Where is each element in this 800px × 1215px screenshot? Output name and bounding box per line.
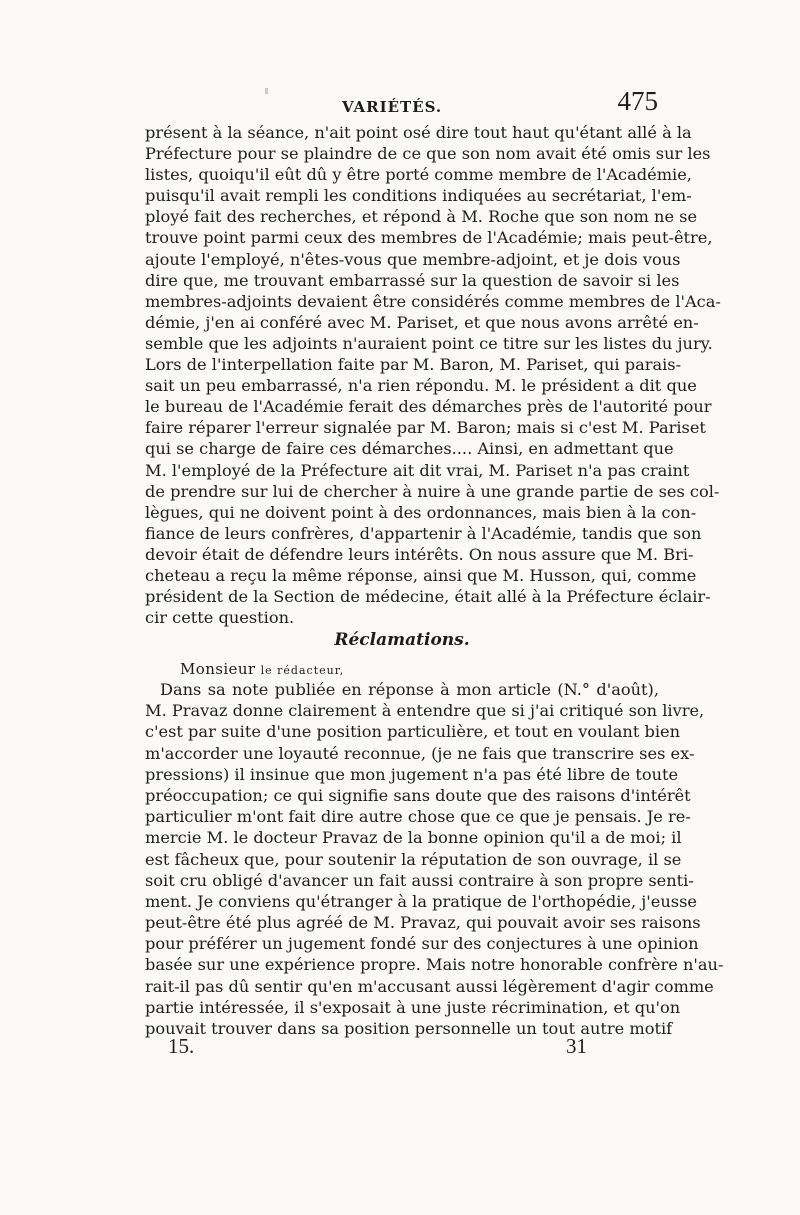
text-line: ployé fait des recherches, et répond à M. Roche que son nom ne se xyxy=(145,207,698,227)
text-line: pour préférer un jugement fondé sur des conjectures à une opinion xyxy=(145,934,699,954)
running-head: VARIÉTÉS. xyxy=(342,98,443,116)
text-line: particulier m'ont fait dire autre chose que ce que je pensais. Je re- xyxy=(145,807,691,827)
text-line: partie intéressée, il s'exposait à une juste récrimination, et qu'on xyxy=(145,997,681,1017)
letter-paragraph xyxy=(145,679,724,1039)
text-line: Lors de l'interpellation faite par M. Baron, M. Pariset, qui parais- xyxy=(145,355,682,375)
text-line: trouve point parmi ceux des membres de l'Académie; mais peut-être, xyxy=(145,228,713,248)
text-line: semble que les adjoints n'auraient point ce titre sur les listes du jury. xyxy=(145,333,713,353)
text-line: M. Pravaz donne clairement à entendre que si j'ai critiqué son livre, xyxy=(145,701,705,721)
text-line: dire que, me trouvant embarrassé sur la question de savoir si les xyxy=(145,270,680,290)
salutation xyxy=(180,660,344,678)
text-line: peut-être été plus agréé de M. Pravaz, qui pouvait avoir ses raisons xyxy=(145,913,701,933)
section-title: Réclamations. xyxy=(334,630,470,650)
text-line: de prendre sur lui de chercher à nuire à une grande partie de ses col- xyxy=(145,481,720,501)
text-line: mercie M. le docteur Pravaz de la bonne opinion qu'il a de moi; il xyxy=(145,828,682,848)
text-line: rait-il pas dû sentir qu'en m'accusant aussi légèrement d'agir comme xyxy=(145,976,714,996)
text-line: préoccupation; ce qui signifie sans doute que des raisons d'intérêt xyxy=(145,785,691,805)
text-line: m'accorder une loyauté reconnue, (je ne fais que transcrire ses ex- xyxy=(145,743,695,763)
page-number: 475 xyxy=(617,86,658,116)
text-line: cir cette question. xyxy=(145,608,295,628)
text-line: lègues, qui ne doivent point à des ordonnances, mais bien à la con- xyxy=(145,502,697,522)
text-line: présent à la séance, n'ait point osé dire tout haut qu'étant allé à la xyxy=(145,123,692,142)
text-line: listes, quoiqu'il eût dû y être porté comme membre de l'Académie, xyxy=(145,165,692,185)
text-line: cheteau a reçu la même réponse, ainsi que M. Husson, qui, comme xyxy=(145,565,697,585)
salutation-first: Monsieur xyxy=(180,660,256,678)
text-line: membres-adjoints devaient être considérés comme membres de l'Aca- xyxy=(145,291,721,311)
text-line: ment. Je conviens qu'étranger à la pratique de l'orthopédie, j'eusse xyxy=(145,891,697,911)
signature-mark: 15. xyxy=(168,1034,195,1058)
text-line: devoir était de défendre leurs intérêts. On nous assure que M. Bri- xyxy=(145,544,694,564)
text-line: démie, j'en ai conféré avec M. Pariset, et que nous avons arrêté en- xyxy=(145,312,699,332)
text-line: pouvait trouver dans sa position personnelle un tout autre motif xyxy=(145,1019,673,1038)
text-line: pressions) il insinue que mon jugement n'a pas été libre de toute xyxy=(145,764,679,784)
text-line: est fâcheux que, pour soutenir la réputation de son ouvrage, il se xyxy=(145,849,682,869)
text-line: fiance de leurs confrères, d'appartenir à l'Académie, tandis que son xyxy=(145,523,702,543)
text-line: qui se charge de faire ces démarches.... Ainsi, en admettant que xyxy=(145,439,674,459)
text-line: c'est par suite d'une position particulière, et tout en voulant bien xyxy=(145,722,681,742)
text-line: faire réparer l'erreur signalée par M. Baron; mais si c'est M. Pariset xyxy=(145,418,706,438)
text-line: M. l'employé de la Préfecture ait dit vrai, M. Pariset n'a pas craint xyxy=(145,460,690,480)
text-line: Dans sa note publiée en réponse à mon article (N.° d'août), xyxy=(160,680,659,699)
text-line: le bureau de l'Académie ferait des démarches près de l'autorité pour xyxy=(145,397,712,417)
text-line: ajoute l'employé, n'êtes-vous que membre-adjoint, et je dois vous xyxy=(145,249,681,269)
text-line: sait un peu embarrassé, n'a rien répondu. M. le président a dit que xyxy=(145,376,697,396)
body-paragraph xyxy=(145,122,721,628)
text-line: président de la Section de médecine, était allé à la Préfecture éclair- xyxy=(145,587,711,607)
text-line: soit cru obligé d'avancer un fait aussi contraire à son propre senti- xyxy=(145,870,694,890)
signature-number: 31 xyxy=(566,1034,587,1058)
text-line: Préfecture pour se plaindre de ce que son nom avait été omis sur les xyxy=(145,144,711,164)
page-header xyxy=(148,84,660,124)
salutation-rest: le rédacteur, xyxy=(260,664,345,677)
text-line: puisqu'il avait rempli les conditions indiquées au secrétariat, l'em- xyxy=(145,186,692,206)
text-line: basée sur une expérience propre. Mais notre honorable confrère n'au- xyxy=(145,955,724,975)
